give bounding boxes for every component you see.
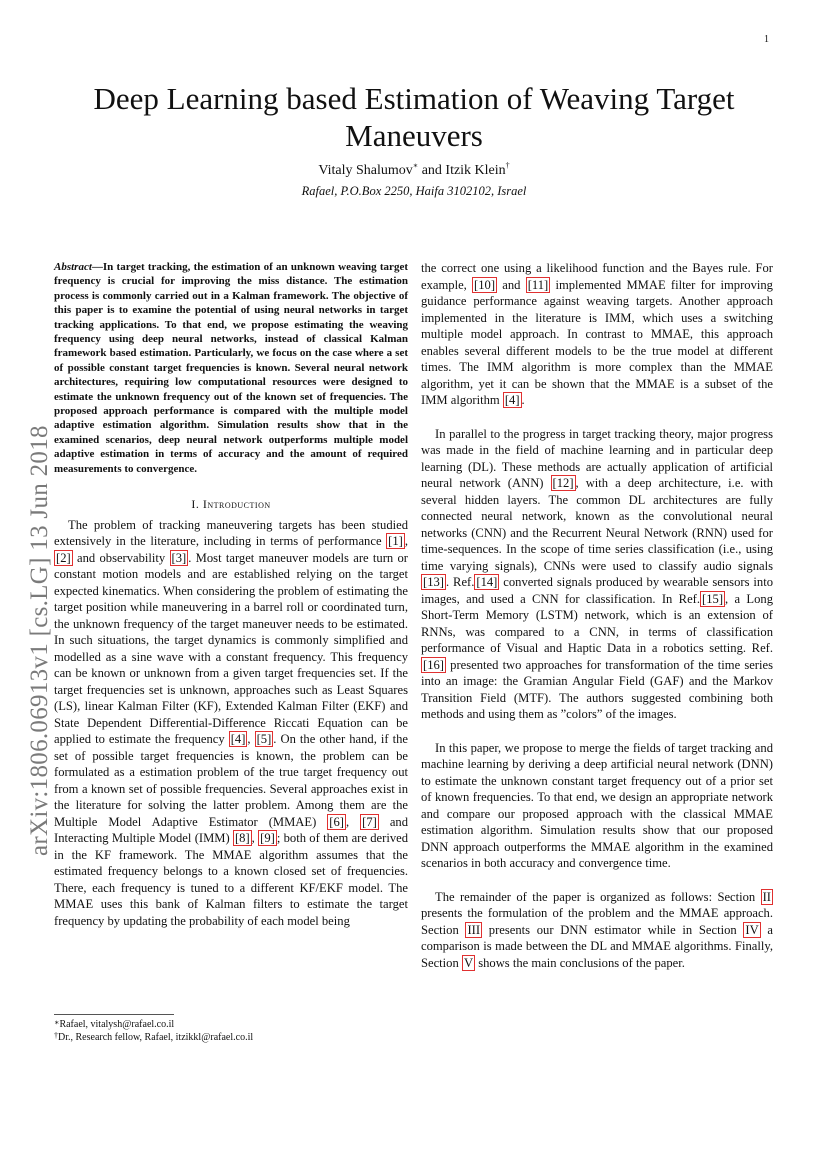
text-segment: presents our DNN estimator while in Section: [482, 922, 744, 937]
author-1-mark: ∗: [412, 161, 419, 170]
text-segment: ,: [404, 534, 408, 549]
arxiv-identifier-stamp[interactable]: arXiv:1806.06913v1 [cs.LG] 13 Jun 2018: [26, 425, 53, 856]
text-segment: .: [521, 393, 525, 407]
right-paragraph-2: [421, 426, 773, 723]
left-column: [54, 260, 408, 929]
text-segment: . Most target maneuver models are turn or constant motion models and are established relying on the target expected kinematics. When considering the problem of estimating the target position while maneuvering in a barrel roll or coordinated turn, the unknown frequency of the target maneuver needs to be estimated. In such situations, the target dynamics is commonly simplified and modelled as a sine wave with a constant frequency. This frequency can be known or unknown from a given target frequencies set. If the target frequencies set is unknown, approaches such as Least Squares (LS), linear Kalman Filter (KF), Extended Kalman Filter (EKF) and State Dependent Differential-Difference Riccati Equation can be applied to estimate the frequency: [54, 550, 408, 747]
right-paragraph-3: In this paper, we propose to merge the fields of target tracking and machine learning by deriving a deep artificial neural network (DNN) to estimate the unknown constant target frequency out of a prior set of known frequencies. To that end, we design an appropriate network and compare our proposed approach with the classical MMAE estimation algorithm. Simulation results show that our proposed DNN approach outperforms the MMAE algorithm in the examined scenarios in both accuracy and convergence time.: [421, 740, 773, 870]
text-segment: a comparison is made between the DL and MMAE algorithms. Finally, Section: [421, 922, 773, 970]
text-segment: the correct one using a likelihood function and the Bayes rule. For example,: [421, 261, 773, 292]
text-segment: presents the formulation of the problem and the MMAE approach. Section: [421, 906, 773, 937]
citation-link[interactable]: [8]: [234, 831, 250, 846]
citation-link[interactable]: [15]: [702, 591, 724, 606]
text-segment: The remainder of the paper is organized as follows: Section: [435, 889, 761, 904]
affiliation: Rafael, P.O.Box 2250, Haifa 3102102, Israel: [301, 184, 527, 198]
abstract-text: —In target tracking, the estimation of an unknown weaving target frequency is crucial for improving the miss distance. The estimation process is commonly carried out in a Kalman framework. The objective of this paper is to examine the potential of using neural networks in target tracking applications. To that end, we propose estimating the weaving frequency using deep neural networks, instead of classical Kalman framework based estimation. Particularly, we focus on the case where a set of possible constant target frequencies is known. Several neural network architectures, requiring low computational resources were designed to estimate the unknown frequency out of the known set of frequencies. The proposed approach performance is compared with the multiple model adaptive estimation algorithm. Simulation results show that in the examined scenarios, deep neural network outperforms multiple model adaptive estimation in terms of accuracy and the amount of required measurements to convergence.: [54, 261, 408, 475]
text-segment: and observability: [72, 550, 170, 565]
paper-title: Deep Learning based Estimation of Weaving Target Maneuvers: [93, 81, 735, 153]
citation-link[interactable]: [1]: [388, 534, 403, 549]
section-link[interactable]: IV: [745, 922, 759, 937]
text-segment: ,: [247, 732, 255, 747]
section-link[interactable]: V: [463, 955, 474, 970]
text-segment: and Interacting Multiple Model (IMM): [54, 814, 408, 846]
citation-link[interactable]: [6]: [329, 814, 344, 829]
citation-link[interactable]: [10]: [474, 277, 496, 292]
footnote-mark: ∗: [54, 1018, 60, 1027]
intro-paragraph: [54, 517, 408, 930]
text-segment: implemented MMAE filter for improving guidance performance against weaving targets. Another approach implemented in the literature is IMM, which uses a switching multiple model approach. In contrast to MMAE, this approach enables several different models to be the true model at different times. The IMM algorithm is more complex than the MMAE algorithm, yet it can be shown that the MMAE is a subset of the IMM algorithm: [421, 277, 773, 407]
citation-link[interactable]: [3]: [171, 550, 187, 565]
citation-link[interactable]: [7]: [362, 814, 377, 829]
text-segment: ,: [345, 814, 361, 829]
citation-link[interactable]: [16]: [423, 657, 444, 672]
text-segment: , a Long Short-Term Memory (LSTM) network, which is an extension of RNNs, was compared to a CNN, in terms of classification performance of Visual and Haptic Data in a robotics setting. Ref.: [421, 591, 773, 655]
citation-link[interactable]: [11]: [527, 277, 549, 292]
authors-line: [40, 163, 788, 179]
citation-link[interactable]: [5]: [256, 732, 272, 747]
footnotes: [54, 1014, 408, 1044]
footnote-text: Dr., Research fellow, Rafael, itzikkl@rafael.co.il: [58, 1032, 254, 1043]
author-2-mark: †: [505, 161, 510, 170]
text-segment: . Ref.: [445, 575, 475, 589]
citation-link[interactable]: [2]: [56, 550, 71, 565]
abstract: [54, 260, 408, 476]
section-link[interactable]: II: [762, 889, 771, 904]
text-segment: converted signals produced by wearable sensors into images, and used a CNN for classification. In Ref.: [421, 575, 773, 606]
section-link[interactable]: III: [467, 922, 481, 937]
author-2: and Itzik Klein: [421, 163, 506, 178]
text-segment: , with a deep architecture, i.e. with several hidden layers. The common DL architectures are fully connected neural network, known as the convolutional neural networks (CNN) and the Recurrent Neural Network (RNN) used for time-sequences. In the scope of time series classification (i.e., using time varying signals), CNNs were used to classify audio signals: [421, 476, 773, 573]
footnote-mark: †: [54, 1031, 58, 1040]
citation-link[interactable]: [9]: [260, 831, 275, 846]
citation-link[interactable]: [12]: [552, 476, 574, 490]
right-paragraph-1: [421, 260, 773, 409]
text-segment: presented two approaches for transformation of the time series into an image: the Gramian Angular Field (GAF) and the Markov Transition Field (MTF). The authors suggested combining both methods and using them as ”colors” of the images.: [421, 657, 773, 721]
footnote-rule: [54, 1014, 174, 1015]
text-segment: In parallel to the progress in target tracking theory, major progress was made in the field of machine learning and in particular deep learning (DL). These methods are actually application of artificial neural network (ANN): [421, 426, 773, 490]
footnote-2: [54, 1031, 408, 1044]
citation-link[interactable]: [13]: [423, 575, 444, 589]
right-column: [421, 260, 773, 971]
citation-link[interactable]: [4]: [504, 393, 520, 407]
citation-link[interactable]: [14]: [476, 575, 498, 589]
page-number: 1: [764, 34, 769, 45]
text-segment: ; both of them are derived in the KF framework. The MMAE algorithm assumes that the estimated frequency belongs to a known closed set of frequencies. There, each frequency is tuned to a different KF/EKF model. The MMAE uses this bank of Kalman filters to estimate the target frequency by updating the probability of each model being: [54, 831, 409, 928]
abstract-label: Abstract: [54, 261, 92, 273]
section-heading-introduction: I. Introduction: [191, 497, 271, 512]
text-segment: . On the other hand, if the set of possible target frequencies is known, the problem can be formulated as a estimation problem of the true target frequency out from a known set of possible frequencies. Several approaches exist in the literature for solving the latter problem. Among them are the Multiple Model Adaptive Estimator (MMAE): [54, 732, 409, 829]
text-segment: ,: [251, 831, 259, 846]
citation-link[interactable]: [4]: [230, 732, 246, 747]
text-segment: and: [497, 277, 526, 292]
author-1: Vitaly Shalumov: [318, 163, 413, 178]
text-segment: The problem of tracking maneuvering targets has been studied extensively in the literature, including in terms of performance: [54, 517, 408, 549]
footnote-text: Rafael, vitalysh@rafael.co.il: [59, 1019, 175, 1030]
footnote-1: [54, 1018, 408, 1031]
right-paragraph-4: [421, 889, 773, 972]
text-segment: shows the main conclusions of the paper.: [475, 955, 685, 970]
